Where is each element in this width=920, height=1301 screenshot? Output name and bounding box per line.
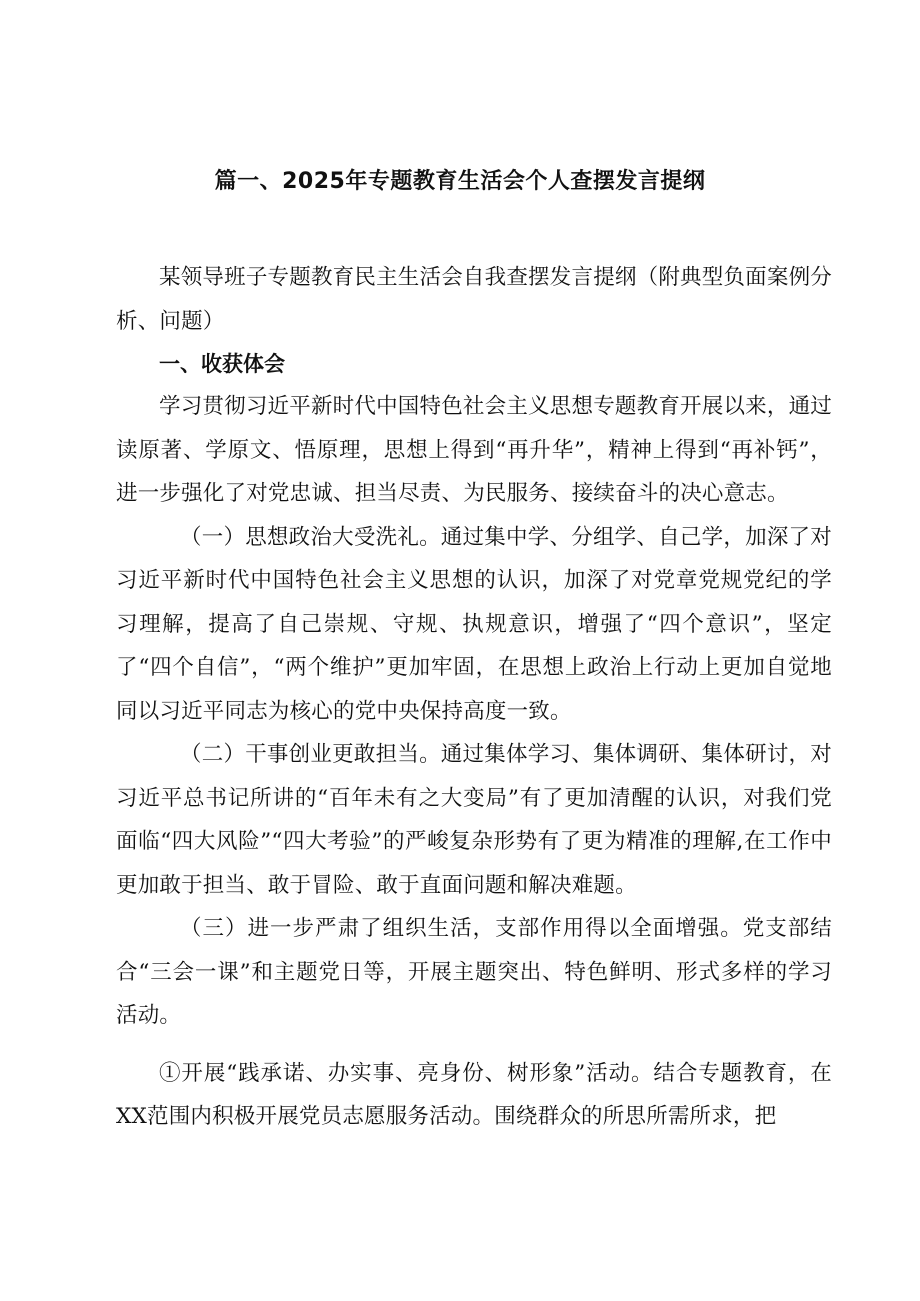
paragraph-point-3: （三）进一步严肃了组织生活，支部作用得以全面增强。党支部结合“三会一课”和主题党日等，开展主题突出、特色鲜明、形式多样的学习活动。 — [116, 916, 832, 1028]
section-heading: 一、收获体会 — [159, 352, 285, 376]
paragraph-activity-1: ①开展“践承诺、办实事、亮身份、树形象”活动。结合专题教育，在XX范围内积极开展党员志愿服务活动。围绕群众的所思所需所求，把 — [116, 1060, 832, 1129]
paragraph-point-1: （一）思想政治大受洗礼。通过集中学、分组学、自己学，加深了对习近平新时代中国特色社会主义思想的认识，加深了对党章党规党纪的学习理解，提高了自己崇规、守规、执规意识，增强了“四个意识”，坚定了“四个自信”，“两个维护”更加牢固，在思想上政治上行动上更加自觉地同以习近平同志为核心的党中央保持高度一致。 — [116, 524, 832, 724]
document-title: 篇一、2025年专题教育生活会个人查摆发言提纲 — [214, 169, 706, 194]
paragraph-intro: 学习贯彻习近平新时代中国特色社会主义思想专题教育开展以来，通过读原著、学原文、悟原理，思想上得到“再升华”，精神上得到“再补钙”，进一步强化了对党忠诚、担当尽责、为民服务、接续奋斗的决心意志。 — [116, 394, 832, 506]
document-subtitle: 某领导班子专题教育民主生活会自我查摆发言提纲（附典型负面案例分析、问题） — [116, 265, 832, 334]
document-body — [116, 256, 832, 1139]
paragraph-point-2: （二）干事创业更敢担当。通过集体学习、集体调研、集体研讨，对习近平总书记所讲的“百年未有之大变局”有了更加清醒的认识，对我们党面临“四大风险”“四大考验”的严峻复杂形势有了更为精准的理解,在工作中更加敢于担当、敢于冒险、敢于直面问题和解决难题。 — [116, 742, 832, 898]
paragraph-gap — [116, 1038, 832, 1052]
